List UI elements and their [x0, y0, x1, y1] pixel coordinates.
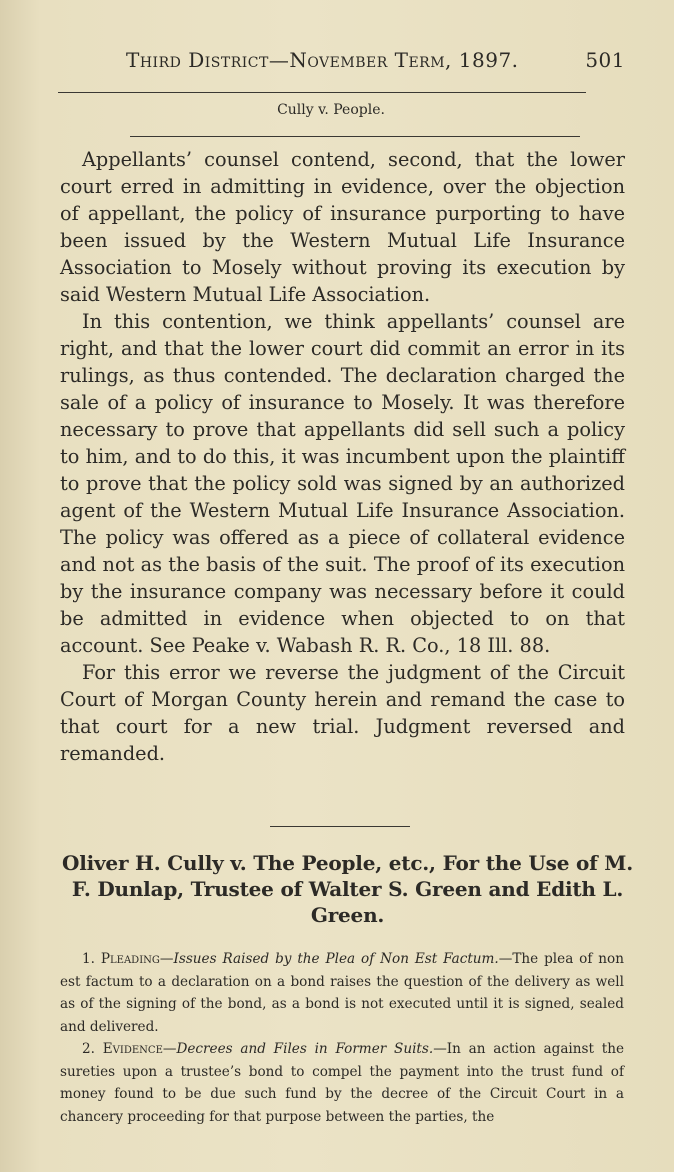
headnote-number: 1.: [82, 951, 95, 967]
case-separator-rule: [270, 826, 410, 827]
headnote-lead: Evidence: [102, 1041, 163, 1057]
running-head-title: Third District—November Term, 1897.: [126, 48, 519, 72]
headnote-topic: Decrees and Files in Former Suits.: [176, 1041, 434, 1057]
headnote-1: 1. Pleading—Issues Raised by the Plea of Non Est Factum.—The plea of non est factum to a declaration on a bond raises the question of the delivery as well as of the signing of the bond, as a bond is not executed until it is signed, sealed and delivered.: [60, 951, 624, 1035]
headnote-2: 2. Evidence—Decrees and Files in Former Suits.—In an action against the sureties upon a trustee’s bond to compel the payment into the trust fund of money found to be due such fund by the decree of the Circuit Court in a chancery proceeding for that purpose between the parties, the: [60, 1041, 624, 1125]
running-head: [120, 48, 625, 78]
case-running-title-text: Cully v. People.: [277, 102, 385, 118]
headnote-number: 2.: [82, 1041, 95, 1057]
header-rule: [58, 92, 586, 93]
section-rule: [130, 136, 580, 137]
page-number: 501: [585, 48, 625, 72]
headnote-text: In an action against the sureties upon a trustee’s bond to compel the payment into the trust fund of money found to be due such fund by the decree of the Circuit Court in a chancery proceeding for that purpose between the parties, the: [60, 1041, 624, 1125]
case-running-title: [0, 102, 674, 118]
opinion-body: [60, 146, 625, 767]
opinion-paragraph-3: For this error we reverse the judgment of the Circuit Court of Morgan County herein and remand the case to that court for a new trial. Judgment reversed and remanded.: [60, 661, 625, 765]
headnote-topic: Issues Raised by the Plea of Non Est Factum.: [173, 951, 499, 967]
new-case-title: Oliver H. Cully v. The People, etc., For the Use of M. F. Dunlap, Trustee of Walter S. Green and Edith L. Green.: [61, 851, 633, 927]
opinion-paragraph-1: Appellants’ counsel contend, second, that the lower court erred in admitting in evidence, over the objection of appellant, the policy of insurance purporting to have been issued by the Western Mutual Life Insurance Association to Mosely without proving its execution by said Western Mutual Life Association.: [60, 148, 625, 306]
headnote-text: The plea of non est factum to a declaration on a bond raises the question of the delivery as well as of the signing of the bond, as a bond is not executed until it is signed, sealed and delivered.: [60, 951, 624, 1035]
headnotes: [60, 948, 624, 1128]
headnote-lead: Pleading: [100, 951, 160, 967]
opinion-paragraph-2: In this contention, we think appellants’ counsel are right, and that the lower court did commit an error in its rulings, as thus contended. The declaration charged the sale of a policy of insurance to Mosely. It was therefore necessary to prove that appellants did sell such a policy to him, and to do this, it was incumbent upon the plaintiff to prove that the policy sold was signed by an authorized agent of the Western Mutual Life Insurance Association. The policy was offered as a piece of collateral evidence and not as the basis of the suit. The proof of its execution by the insurance company was necessary before it could be admitted in evidence when objected to on that account. See Peake v. Wabash R. R. Co., 18 Ill. 88.: [60, 310, 625, 657]
